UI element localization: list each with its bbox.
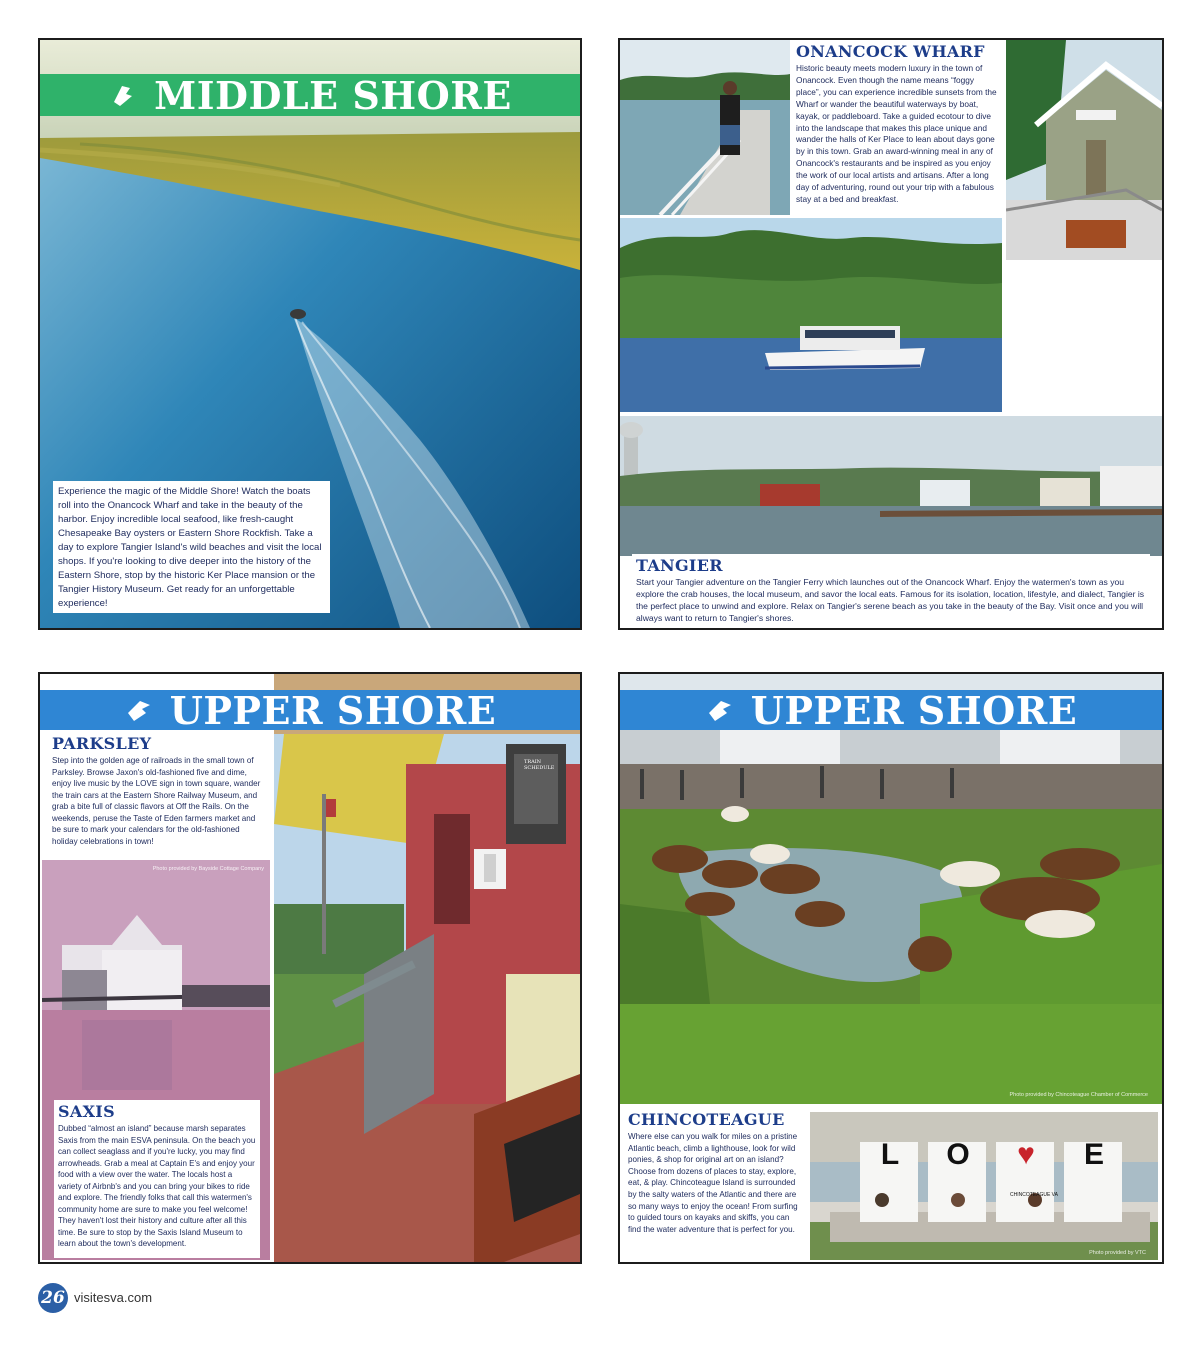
upper-shore-left-banner-title: UPPER SHORE [169,687,497,733]
tangier-textbox [632,554,1150,624]
upper-shore-right-banner [620,687,1162,733]
train-schedule-sign: TRAIN SCHEDULE [524,759,555,771]
tangier-harbor-photo [620,416,1162,556]
footer-url[interactable]: visitesva.com [74,1290,153,1305]
chincoteague-textbox [624,1108,806,1262]
esva-map-icon [705,695,735,725]
parksley-textbox [46,732,272,860]
saxis-heading: SAXIS [58,1102,115,1121]
tangier-heading: TANGIER [636,556,723,575]
parksley-description: Step into the golden age of railroads in the small town of Parksley. Browse Jaxon's old-fashioned five and dime, enjoy live music by the LOVE sign in town square, wander the train cars at the Eastern Shore Railway Museum, and grab a bite full of classic flavors at Off the Rails. On the weekends, peruse the Taste of Eden farmers market and be sure to mark your calendars for the old-fashioned holiday celebrations in town! [52,756,261,846]
love-photo-credit: Photo provided by VTC [1089,1250,1146,1256]
wharf-building-photo [1006,40,1162,260]
love-sign-photo [810,1112,1158,1260]
onancock-tangier-panel [618,38,1164,630]
upper-shore-left-panel [38,672,582,1264]
heart-icon: ♥ [1017,1138,1035,1171]
middle-shore-banner-title: MIDDLE SHORE [154,72,512,118]
love-letter-e: E [1083,1138,1104,1171]
ferry-boat-photo [620,218,1002,412]
middle-shore-description: Experience the magic of the Middle Shore! Watch the boats roll into the Onancock Wharf and take in the beauty of the harbor. Enjoy incredible local seafood, like fresh-caught Chesapeake Bay oysters or Eastern Shore Rockfish. Take a day to explore Tangier Island's wild beaches and visit the local shops. If you're looking to dive deeper into the history of the Eastern Shore, stop by the historic Ker Place mansion or the Tangier History Museum. Get ready for an unforgettable experience! [58,486,322,609]
upper-shore-right-banner-title: UPPER SHORE [750,687,1078,733]
onancock-heading: ONANCOCK WHARF [796,42,985,61]
parksley-heading: PARKSLEY [52,734,152,753]
chincoteague-heading: CHINCOTEAGUE [628,1110,785,1129]
onancock-description: Historic beauty meets modern luxury in the town of Onancock. Even though the name means “foggy place”, you can experience incredible sunsets from the Wharf or wander the beautiful waterways by boat, kayak, or paddleboard. Take a guided ecotour to dive into the landscape that makes this place unique and wander the halls of Ker Place to lean about days gone by in this town. Grab an award-winning meal in any of Onancock's restaurants and be inspired as you enjoy the work of our local artists and artisans. After a long day of adventuring, round out your trip with a fabulous stay at a bed and breakfast. [796,63,997,204]
middle-shore-textbox [53,481,330,613]
love-letter-o: O [946,1138,970,1171]
train-station-photo [274,674,580,1262]
tangier-description: Start your Tangier adventure on the Tangier Ferry which launches out of the Onancock Wharf. Enjoy the watermen's town as you explore the crab houses, the local museum, and savor the local eats. Famous for its isolation, location, lifestyle, and dialect, Tangier is the perfect place to unwind and explore. Relax on Tangier's serene beach as you take in the beauty of the Bay. Visit once and you will always want to return to Tangier's shores. [636,577,1145,623]
esva-map-icon [124,695,154,725]
parksley-photo-credit: Photo provided by Bayside Cottage Company [152,866,264,872]
love-sign-label: CHINCOTEAGUE VA [1010,1192,1058,1198]
middle-shore-banner [40,74,580,116]
saxis-textbox [54,1100,260,1258]
page-number-badge: 26 [38,1283,68,1313]
wharf-photo [620,40,790,215]
saxis-description: Dubbed “almost an island” because marsh separates Saxis from the main ESVA peninsula. On the beach you can collect seaglass and if you're lucky, you may find arrowheads. Grab a meal at Captain E's and enjoy your food with a view over the water. The locals host a variety of Airbnb's and you can bring your bikes to ride and explore. The friendly folks that call this watermen's community home are sure to make you feel welcome! They haven't lost their history and culture after all this time. Be sure to stop by the Saxis Island Museum to learn about the town's development. [58,1124,256,1248]
love-letter-l: L [880,1138,900,1171]
chincoteague-description: Where else can you walk for miles on a pristine Atlantic beach, climb a lighthouse, look for wild ponies, & shop for original art on an island? Choose from dozens of places to stay, explore, eat, & play. Chincoteague Island is surrounded by the salty waters of the Atlantic and there are so many ways to enjoy the ocean! From surfing to guided tours on kayaks and skiffs, you can find the water adventure that is perfect for you. [628,1132,798,1234]
upper-shore-left-banner [40,687,580,733]
esva-map-icon [108,80,138,110]
onancock-textbox [792,40,1004,218]
middle-shore-panel [38,38,582,630]
wild-ponies-photo [620,674,1162,1104]
upper-shore-right-panel [618,672,1164,1264]
ponies-photo-credit: Photo provided by Chincoteague Chamber of Commerce [1009,1092,1148,1098]
